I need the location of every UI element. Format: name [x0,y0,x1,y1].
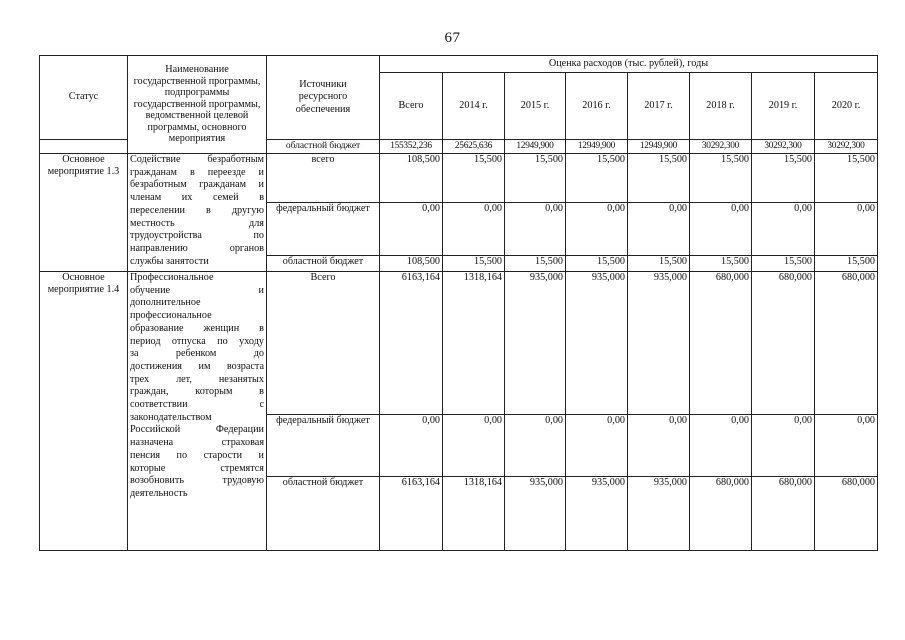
value-cell: 0,00 [628,203,690,256]
activity-name-line: возобновить трудовую [130,475,264,487]
activity-name [128,154,267,272]
activity-name-line: службы занятости [130,255,209,267]
header-name [128,56,267,154]
header-year: 2014 г. [443,73,505,140]
value-cell: 1318,164 [443,477,505,551]
value-cell: 15,500 [690,256,752,272]
header-name-line: программы, основного [147,121,247,133]
value-cell: 15,500 [752,256,815,272]
header-year: 2020 г. [815,73,878,140]
value-cell: 15,500 [628,154,690,203]
value-cell: 15,500 [815,154,878,203]
value-cell: 680,000 [752,477,815,551]
activity-status: Основное мероприятие 1.4 [40,272,128,551]
value-cell: 30292,300 [815,140,878,154]
header-name-line: подпрограммы [164,87,230,99]
budget-table [39,55,878,551]
source-cell: областной бюджет [267,140,380,154]
activity-name-line: Профессиональное [130,272,214,283]
activity-name-line: трудоустройства по [130,230,264,242]
header-year: 2017 г. [628,73,690,140]
value-cell: 0,00 [505,203,566,256]
activity-name-line: Российской Федерации [130,424,264,436]
header-year: 2015 г. [505,73,566,140]
source-cell: областной бюджет [267,256,380,272]
value-cell: 0,00 [380,203,443,256]
activity-name-line: соответствии с [130,399,264,411]
value-cell: 935,000 [566,477,628,551]
value-cell: 0,00 [628,415,690,477]
activity-name-line: граждан, которым в [130,386,264,398]
activity-name-line: гражданам в переезде и [130,166,264,178]
value-cell: 0,00 [443,415,505,477]
value-cell: 935,000 [628,477,690,551]
activity-name-line: членам их семей в [130,192,264,204]
source-cell: федеральный бюджет [267,415,380,477]
header-name-line: государственной программы, [133,98,261,110]
value-cell: 6163,164 [380,477,443,551]
header-year: 2019 г. [752,73,815,140]
activity-name-line: местность для [130,217,264,229]
value-cell: 12949,900 [566,140,628,154]
value-cell: 155352,236 [380,140,443,154]
source-cell: всего [267,154,380,203]
value-cell: 12949,900 [505,140,566,154]
value-cell: 15,500 [505,154,566,203]
activity-name-line: период отпуска по уходу [130,335,264,347]
header-year: Всего [380,73,443,140]
activity-name-line: которые стремятся [130,462,264,474]
activity-name-line: направлению органов [130,242,264,254]
source-cell: федеральный бюджет [267,203,380,256]
value-cell: 6163,164 [380,272,443,415]
header-name-line: государственной программы, [133,75,261,87]
value-cell: 0,00 [505,415,566,477]
value-cell: 15,500 [815,256,878,272]
table-row [40,154,878,203]
value-cell: 15,500 [443,154,505,203]
activity-name-line: переселении в другую [130,204,264,216]
value-cell: 680,000 [815,272,878,415]
activity-name-line: обучение и [130,284,264,296]
activity-status: Основное мероприятие 1.3 [40,154,128,272]
header-name-line: Наименование [165,63,229,75]
activity-name-line: за ребенком до [130,348,264,360]
status-cell-empty [40,140,128,154]
value-cell: 0,00 [752,203,815,256]
value-cell: 680,000 [690,272,752,415]
value-cell: 15,500 [752,154,815,203]
value-cell: 680,000 [690,477,752,551]
value-cell: 108,500 [380,256,443,272]
value-cell: 935,000 [505,272,566,415]
value-cell: 108,500 [380,154,443,203]
header-name-line: мероприятия [168,133,226,145]
header-year: 2018 г. [690,73,752,140]
header-name-line: ведомственной целевой [145,110,249,122]
value-cell: 935,000 [566,272,628,415]
header-source-line: Источники [299,79,347,91]
page-number: 67 [444,30,461,46]
value-cell: 15,500 [628,256,690,272]
value-cell: 680,000 [815,477,878,551]
value-cell: 15,500 [566,256,628,272]
header-status: Статус [40,56,128,140]
value-cell: 15,500 [505,256,566,272]
activity-name-line: профессиональное [130,310,212,322]
value-cell: 0,00 [380,415,443,477]
activity-name-line: деятельность [130,487,188,499]
value-cell: 15,500 [690,154,752,203]
value-cell: 15,500 [443,256,505,272]
value-cell: 0,00 [690,415,752,477]
value-cell: 1318,164 [443,272,505,415]
header-costs: Оценка расходов (тыс. рублей), годы [380,56,878,73]
header-source [267,56,380,140]
value-cell: 12949,900 [628,140,690,154]
value-cell: 30292,300 [752,140,815,154]
value-cell: 0,00 [566,415,628,477]
value-cell: 0,00 [815,203,878,256]
activity-name-line: пенсия по старости и [130,449,264,461]
header-source-line: обеспечения [295,103,351,115]
value-cell: 30292,300 [690,140,752,154]
activity-name-line: законодательством [130,411,212,423]
activity-name-line: достижения им возраста [130,360,264,372]
activity-name-line: Содействие безработным [130,154,264,165]
value-cell: 680,000 [752,272,815,415]
activity-name [128,272,267,551]
value-cell: 935,000 [505,477,566,551]
value-cell: 935,000 [628,272,690,415]
activity-name-line: назначена страховая [130,437,264,449]
value-cell: 0,00 [566,203,628,256]
value-cell: 0,00 [443,203,505,256]
value-cell: 0,00 [752,415,815,477]
source-cell: областной бюджет [267,477,380,551]
header-source-line: ресурсного [298,91,348,103]
activity-name-line: трех лет, незанятых [130,373,264,385]
activity-name-line: безработным гражданам и [130,179,264,191]
activity-name-line: дополнительное [130,297,201,309]
value-cell: 0,00 [690,203,752,256]
table-row [40,272,878,415]
value-cell: 25625,636 [443,140,505,154]
activity-name-line: образование женщин в [130,322,264,334]
value-cell: 15,500 [566,154,628,203]
value-cell: 0,00 [815,415,878,477]
source-cell: Всего [267,272,380,415]
header-year: 2016 г. [566,73,628,140]
